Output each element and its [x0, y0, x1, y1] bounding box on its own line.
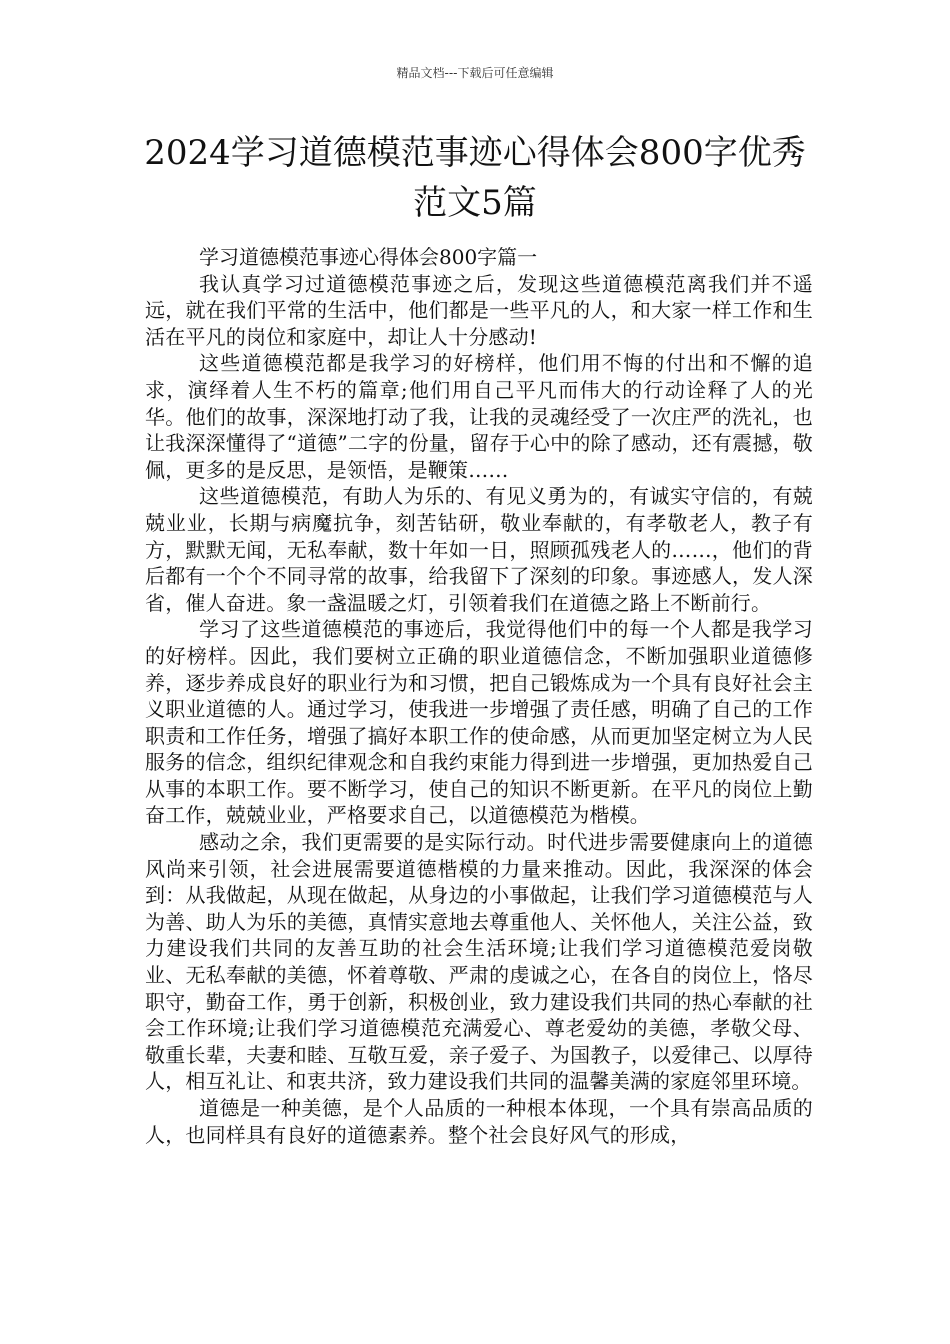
- section-heading: 学习道德模范事迹心得体会800字篇一: [199, 245, 538, 269]
- paragraph: 这些道德模范，有助人为乐的、有见义勇为的，有诚实守信的，有兢兢业业，长期与病魔抗争，刻苦钻研，敬业奉献的，有孝敬老人，教子有方，默默无闻，无私奉献，数十年如一日，照顾孤残老人的……，他们的背后都有一个个不同寻常的故事，给我留下了深刻的印象。事迹感人，发人深省，催人奋进。象一盏温暖之灯，引领着我们在道德之路上不断前行。: [145, 484, 813, 615]
- document-title: 2024学习道德模范事迹心得体会800字优秀范文5篇: [144, 133, 806, 223]
- paragraph: 学习了这些道德模范的事迹后，我觉得他们中的每一个人都是我学习的好榜样。因此，我们要树立正确的职业道德信念，不断加强职业道德修养，逐步养成良好的职业行为和习惯，把自己锻炼成为一个具有良好社会主义职业道德的人。通过学习，使我进一步增强了责任感，明确了自己的工作职责和工作任务，增强了搞好本职工作的使命感，从而更加坚定树立为人民服务的信念，组织纪律观念和自我约束能力得到进一步增强，更加热爱自己从事的本职工作。要不断学习，使自己的知识不断更新。在平凡的岗位上勤奋工作，兢兢业业，严格要求自己，以道德模范为楷模。: [145, 617, 813, 828]
- paragraph: 这些道德模范都是我学习的好榜样，他们用不悔的付出和不懈的追求，演绎着人生不朽的篇章;他们用自己平凡而伟大的行动诠释了人的光华。他们的故事，深深地打动了我，让我的灵魂经受了一次庄严的洗礼，也让我深深懂得了“道德”二字的份量，留存于心中的除了感动，还有震撼，敬佩，更多的是反思，是领悟，是鞭策……: [145, 351, 813, 482]
- paragraph: 道德是一种美德，是个人品质的一种根本体现，一个具有崇高品质的人，也同样具有良好的道德素养。整个社会良好风气的形成，: [145, 1096, 813, 1147]
- header-note: 精品文档---下载后可任意编辑: [396, 66, 554, 80]
- paragraph: 感动之余，我们更需要的是实际行动。时代进步需要健康向上的道德风尚来引领，社会进展需要道德楷模的力量来推动。因此，我深深的体会到：从我做起，从现在做起，从身边的小事做起，让我们学习道德模范与人为善、助人为乐的美德，真情实意地去尊重他人、关怀他人，关注公益，致力建设我们共同的友善互助的社会生活环境;让我们学习道德模范爱岗敬业、无私奉献的美德，怀着尊敬、严肃的虔诚之心，在各自的岗位上，恪尽职守，勤奋工作，勇于创新，积极创业，致力建设我们共同的热心奉献的社会工作环境;让我们学习道德模范充满爱心、尊老爱幼的美德，孝敬父母、敬重长辈，夫妻和睦、互敬互爱，亲子爱子、为国教子，以爱律己、以厚待人，相互礼让、和衷共济，致力建设我们共同的温馨美满的家庭邻里环境。: [145, 830, 813, 1094]
- paragraph: 我认真学习过道德模范事迹之后，发现这些道德模范离我们并不遥远，就在我们平常的生活中，他们都是一些平凡的人，和大家一样工作和生活在平凡的岗位和家庭中，却让人十分感动!: [145, 271, 813, 349]
- document-body: [145, 244, 813, 1148]
